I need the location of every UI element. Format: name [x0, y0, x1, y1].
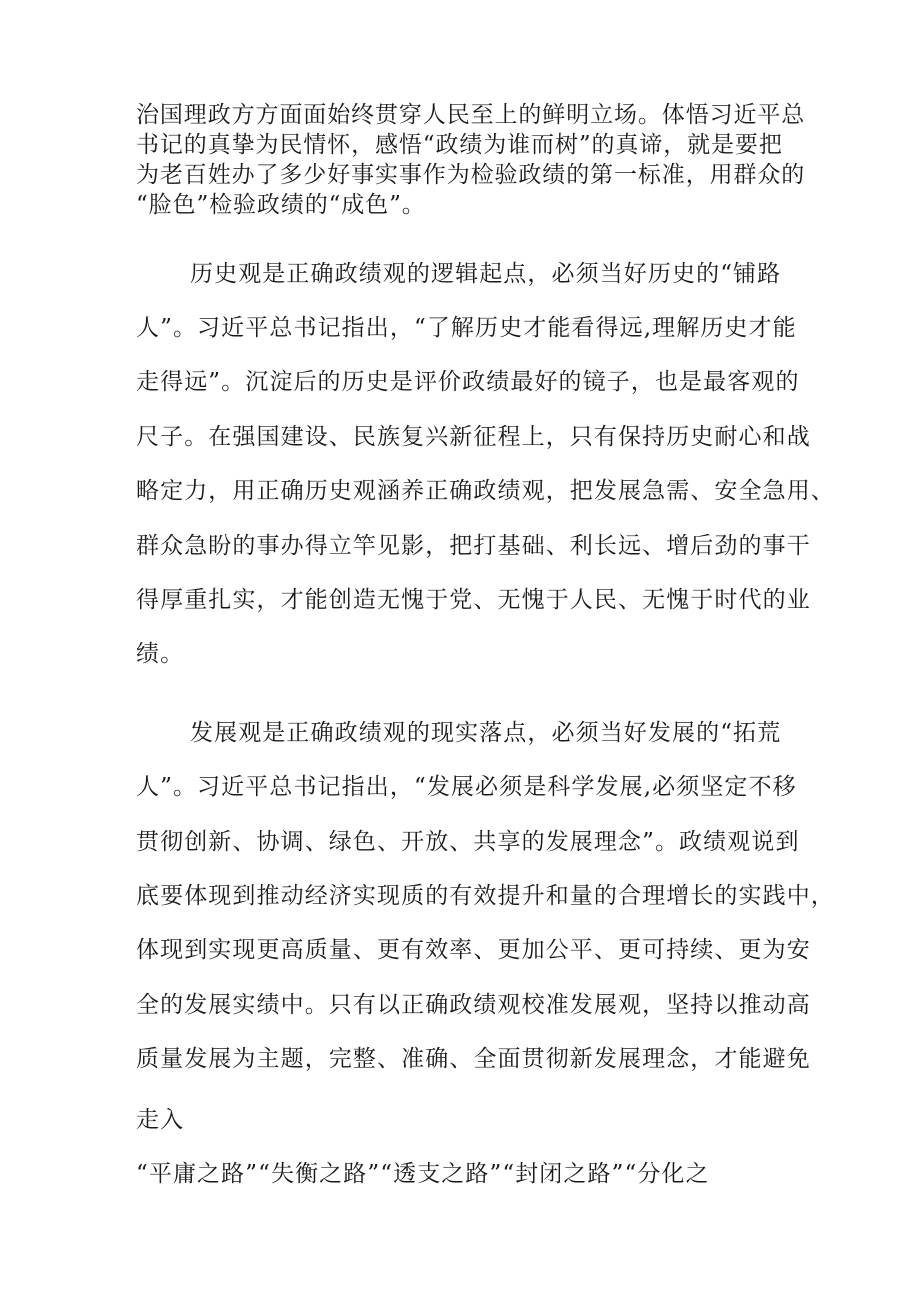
paragraph-line: 贯彻创新、协调、绿色、开放、共享的发展理念”。政绩观说到: [136, 829, 800, 855]
paragraph-line: 略定力，用正确历史观涵养正确政绩观，把发展急需、安全急用、: [136, 478, 835, 504]
paragraph-line: 治国理政方方面面始终贯穿人民至上的鲜明立场。体悟习近平总: [136, 102, 806, 128]
paragraph-line: 走入: [136, 1107, 185, 1133]
paragraph-line: 尺子。在强国建设、民族复兴新征程上，只有保持历史耐心和战: [136, 424, 811, 450]
paragraph-line: 为老百姓办了多少好事实事作为检验政绩的第一标准，用群众的: [136, 162, 806, 188]
paragraph-line: 绩。: [136, 641, 185, 667]
paragraph-line: “脸色”检验政绩的“成色”。: [136, 192, 426, 218]
paragraph-line: 发展观是正确政绩观的现实落点，必须当好发展的“拓荒: [190, 720, 782, 746]
paragraph-line: 人”。习近平总书记指出，“了解历史才能看得远,理解历史才能: [136, 315, 797, 341]
paragraph-line: 人”。习近平总书记指出，“发展必须是科学发展,必须坚定不移: [136, 774, 797, 800]
paragraph-line: 历史观是正确政绩观的逻辑起点，必须当好历史的“铺路: [190, 261, 782, 287]
paragraph-line: 体现到实现更高质量、更有效率、更加公平、更可持续、更为安: [136, 937, 811, 963]
paragraph-line: 质量发展为主题，完整、准确、全面贯彻新发展理念，才能避免: [136, 1046, 811, 1072]
paragraph-line: 群众急盼的事办得立竿见影，把打基础、利长远、增后劲的事干: [136, 533, 811, 559]
paragraph-line: 走得远”。沉淀后的历史是评价政绩最好的镜子，也是最客观的: [136, 369, 800, 395]
paragraph-line: 全的发展实绩中。只有以正确政绩观校准发展观，坚持以推动高: [136, 992, 811, 1018]
paragraph-line: 底要体现到推动经济实现质的有效提升和量的合理增长的实践中，: [136, 883, 835, 909]
paragraph-line: 得厚重扎实，才能创造无愧于党、无愧于人民、无愧于时代的业: [136, 587, 811, 613]
paragraph-line: “平庸之路”“失衡之路”“透支之路”“封闭之路”“分化之: [136, 1161, 710, 1187]
paragraph-line: 书记的真挚为民情怀，感悟“政绩为谁而树”的真谛，就是要把: [136, 132, 783, 158]
